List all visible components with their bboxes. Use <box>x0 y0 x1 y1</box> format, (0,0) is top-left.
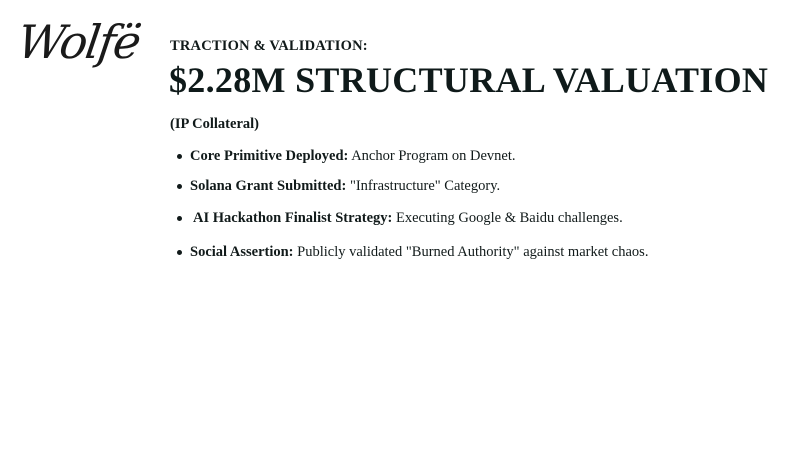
list-item-label: Core Primitive Deployed: <box>190 148 349 164</box>
list-item-text: Executing Google & Baidu challenges. <box>392 210 623 226</box>
section-eyebrow: TRACTION & VALIDATION: <box>170 38 368 54</box>
brand-logo: Wolfë <box>14 15 143 69</box>
page-title: $2.28M STRUCTURAL VALUATION <box>169 60 769 100</box>
page-subtitle: (IP Collateral) <box>170 116 259 132</box>
list-item-text: "Infrastructure" Category. <box>346 178 501 194</box>
list-item-text: Anchor Program on Devnet. <box>348 148 516 164</box>
list-item-label: Social Assertion: <box>190 244 294 260</box>
list-item-text: Publicly validated "Burned Authority" against market chaos. <box>293 244 649 260</box>
list-item-label: Solana Grant Submitted: <box>190 178 347 194</box>
list-item-label: AI Hackathon Finalist Strategy: <box>193 210 393 226</box>
